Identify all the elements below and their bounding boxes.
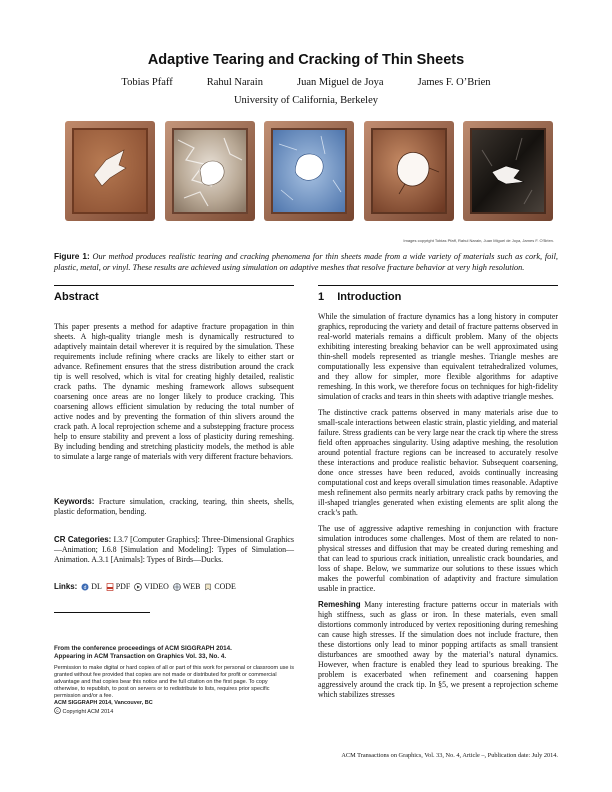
figure-caption [54,251,558,273]
author: Tobias Pfaff [121,77,173,88]
section-number: 1 [318,291,325,303]
teaser-panel-metal [363,120,455,222]
cr-label: CR Categories: [54,535,112,544]
right-column-rule [318,285,558,286]
copyright-line [54,707,294,716]
paragraph-label: Remeshing [318,600,361,609]
copyright-text: Copyright ACM 2014 [62,709,114,715]
author-list [0,77,612,88]
conference-line-1: From the conference proceedings of ACM SIGGRAPH 2014. [54,645,232,652]
teaser-panel-foil [164,120,256,222]
image-credit: Images copyright Tobias Pfaff, Rahul Narain, Juan Miguel de Joya, James F. O’Brien. [403,238,554,243]
pdf-icon [106,583,114,591]
keywords-label: Keywords: [54,497,95,506]
page-footer: ACM Transactions on Graphics, Vol. 33, No. 4, Article –, Publication date: July 2014. [341,752,558,759]
affiliation: University of California, Berkeley [233,95,379,106]
keywords-text: Fracture simulation, cracking, tearing, thin sheets, shells, plastic deformation, bending. [54,497,294,516]
intro-paragraph-remeshing [318,600,558,700]
link-label: DL [91,582,102,591]
cr-text: I.3.7 [Computer Graphics]: Three-Dimensional Graphics—Animation; I.6.8 [Simulation and Modeling]: Types of Simulation—Animation. A.3.1 [Animals]: Types of Birds—Ducks. [54,535,294,564]
link-dl[interactable] [81,582,102,591]
intro-paragraph: While the simulation of fracture dynamics has a long history in computer graphics, reproducing the variety and detail of fracture patterns observed in real-world materials remains a difficult problem. Many of the objects exhibiting interesting breaking behavior can be well approximated using thin-shell models represented as triangle meshes. Triangle meshes are computationally less expensive than equivalent tetrahedralized volumes, and they allow for simpler, more flexible algorithms for adaptive remeshing. In this work, we therefore focus on techniques for high-fidelity simulation of cracks and tears in thin sheets with adaptive triangle meshes. [318,312,558,401]
conference-line-2: Appearing in ACM Transaction on Graphics Vol. 33, No. 4. [54,653,227,660]
links-row [54,582,304,591]
keywords [54,497,294,517]
introduction-body [318,312,558,706]
permission-text: Permission to make digital or hard copies of all or part of this work for personal or classroom use is granted without fee provided that copies are not made or distributed for profit or commercial advantage and that copies bear this notice and the full citation on the first page. To copy otherwise, to republish, to post on servers or to redistribute to lists, requires prior specific permission and/or a fee. [54,665,294,699]
link-video[interactable] [134,582,169,591]
code-icon [204,583,212,591]
link-web[interactable] [173,582,201,591]
venue-text: ACM SIGGRAPH 2014, Vancouver, BC [54,700,153,706]
link-label: CODE [214,582,236,591]
section-title: Introduction [337,291,402,303]
author: Juan Miguel de Joya [296,77,384,88]
paper-title: Adaptive Tearing and Cracking of Thin Sheets [147,52,465,68]
caption-label: Figure 1: [54,251,90,261]
caption-text: Our method produces realistic tearing and cracking phenomena for thin sheets made from a wide variety of materials such as cork, foil, plastic, metal, or vinyl. These results are achieved using simulation on adaptive meshes that resolve fracture behavior at very high resolution. [54,252,558,272]
intro-paragraph: The distinctive crack patterns observed in many materials arise due to small-scale interactions between elastic strain, plastic yielding, and material failure. Stress gradients can be very large near the crack tip where the stress field often approaches singularity. Using adaptive meshing, the resolution around potential fracture regions can be increased to accurately resolve these interactions and produce realistic behavior. Subsequent coarsening, done once stresses have been reduced, avoids continually increasing computational cost and keeps overall simulation times reasonable. Adaptive mesh refinement also permits nearly arbitrary crack paths by removing the ill-shaped triangles generated when existing elements are split along the crack’s path. [318,408,558,517]
abstract-text: This paper presents a method for adaptive fracture propagation in thin sheets. A high-quality triangle mesh is dynamically restructured to adaptively maintain detail wherever it is required by the simulation. These requirements include refining where cracks are likely to either start or advance. Refinement ensures that the stress distribution around the crack tip is well resolved, which is vital for creating highly detailed, realistic crack paths. The dynamic meshing framework allows subsequent coarsening once areas are no longer likely to produce cracking. This coarsening allows efficient simulation by reducing the total number of active nodes and by preventing the formation of thin slivers around the crack path. A local reprojection scheme and a substepping fracture process help to ensure stability and prevent a loss of plasticity during remeshing. By including bending and stretching plasticity models, the method is able to simulate a large range of materials with very different fracture behaviors. [54,322,294,461]
link-label: PDF [115,582,131,591]
paragraph-text: Many interesting fracture patterns occur in materials with high stiffness, such as glass or iron. In these materials, even small distortions commonly introduced by vertex repositioning during remeshing can cause high stresses. If the simulation does not include fracture, then these distortions only lead to minor popping artifacts as small transient disturbances are smoothed away by the material’s natural dynamics. However, when fracture is enabled they lead to spurious breaking. The problem is exacerbated when refinement and coarsening happen aggressively around the crack tip. In §5, we present a reprojection scheme which stabilizes stresses [318,600,558,699]
footnote-rule [54,612,150,613]
link-code[interactable] [204,582,235,591]
introduction-heading [318,291,401,303]
web-icon [173,583,181,591]
author: James F. O’Brien [417,77,491,88]
links-label: Links: [54,582,78,591]
teaser-panel-plastic [263,120,355,222]
video-icon [134,583,142,591]
author: Rahul Narain [206,77,263,88]
left-column-rule [54,285,294,286]
svg-text:d: d [83,584,87,591]
conference-note [54,645,294,716]
link-pdf[interactable] [106,582,130,591]
dl-icon [81,583,89,591]
intro-paragraph: The use of aggressive adaptive remeshing in conjunction with fracture simulation introduces some challenges. Most of them are related to non-physical stresses and diffusion that may be created during remeshing and that can lead to spurious crack initiation, unrealistic crack boundaries, and loss of shape. Below, we summarize our solutions to these issues which makes the powerful combination of adaptivity and fracture simulation usable in practice. [318,524,558,593]
teaser-figure [64,120,554,230]
abstract-heading: Abstract [54,291,99,303]
abstract-body [54,322,294,468]
teaser-panel-vinyl [462,120,554,222]
svg-text:c: c [56,708,59,714]
link-label: WEB [182,582,201,591]
link-label: VIDEO [144,582,169,591]
copyright-icon [54,707,61,714]
cr-categories [54,535,294,565]
teaser-panel-cork [64,120,156,222]
